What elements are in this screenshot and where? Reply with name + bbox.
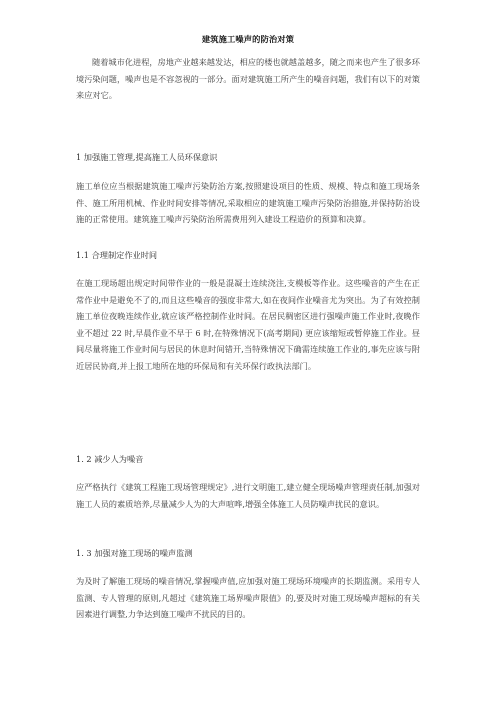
section-1-2-body: 应严格执行《建筑工程施工现场管理规定》,进行文明施工,建立健全现场噪声管理责任制,加强对施工人员的素质培养,尽量减少人为的大声喧哗,增强全体施工人员防噪声扰民的意识。: [76, 482, 420, 509]
section-1-2-heading: 1. 2 减少人为噪音: [76, 454, 144, 464]
intro-paragraph: 随着城市化进程，房地产业越来越发达，相应的楼也就越盖越多，随之而来也产生了很多环境污染问题，噪声也是不容忽视的一部分。面对建筑施工所产生的噪音问题，我们有以下的对策来应对它。: [76, 57, 420, 101]
section-1-heading: 1 加强施工管理,提高施工人员环保意识: [76, 152, 218, 162]
document-title: 建筑施工噪声的防治对策: [201, 34, 295, 44]
section-1-3-heading: 1. 3 加强对施工现场的噪声监测: [76, 548, 193, 558]
section-1-3-body: 为及时了解施工现场的噪音情况,掌握噪声值,应加强对施工现场环境噪声的长期监测。采用专人监测、专人管理的原则,凡超过《建筑施工场界噪声限值》的,要及时对施工现场噪声超标的有关因素进行调整,力争达到施工噪声不扰民的目的。: [76, 576, 420, 620]
section-1-body: 施工单位应当根据建筑施工噪声污染防治方案,按照建设项目的性质、规模、特点和施工现场条件、施工所用机械、作业时间安排等情况,采取相应的建筑施工噪声污染防治措施,并保持防治设施的正常使用。建筑施工噪声污染防治所需费用列入建设工程造价的预算和决算。: [76, 181, 420, 225]
section-1-1-heading: 1.1 合理制定作业时间: [76, 250, 158, 260]
section-1-1-body: 在施工现场超出规定时间带作业的一般是混凝土连续浇注,支模板等作业。这些噪音的产生在正常作业中是避免不了的,而且这些噪音的强度非常大,如在夜间作业噪音尤为突出。为了有效控制施工单位夜晚连续作业,就应该严格控制作业时间。在居民稠密区进行强噪声施工作业时,夜晚作业不超过 22 时,早晨作业不早于 6 时,在特殊情况下(高考期间) 更应该缩短或暂停施工作业。昼间尽量将施工作业时间与居民的休息时间错开,当特殊情况下确需连续施工作业的,事先应该与附近居民协商,并上报工地所在地的环保局和有关环保行政执法部门。: [76, 278, 420, 371]
